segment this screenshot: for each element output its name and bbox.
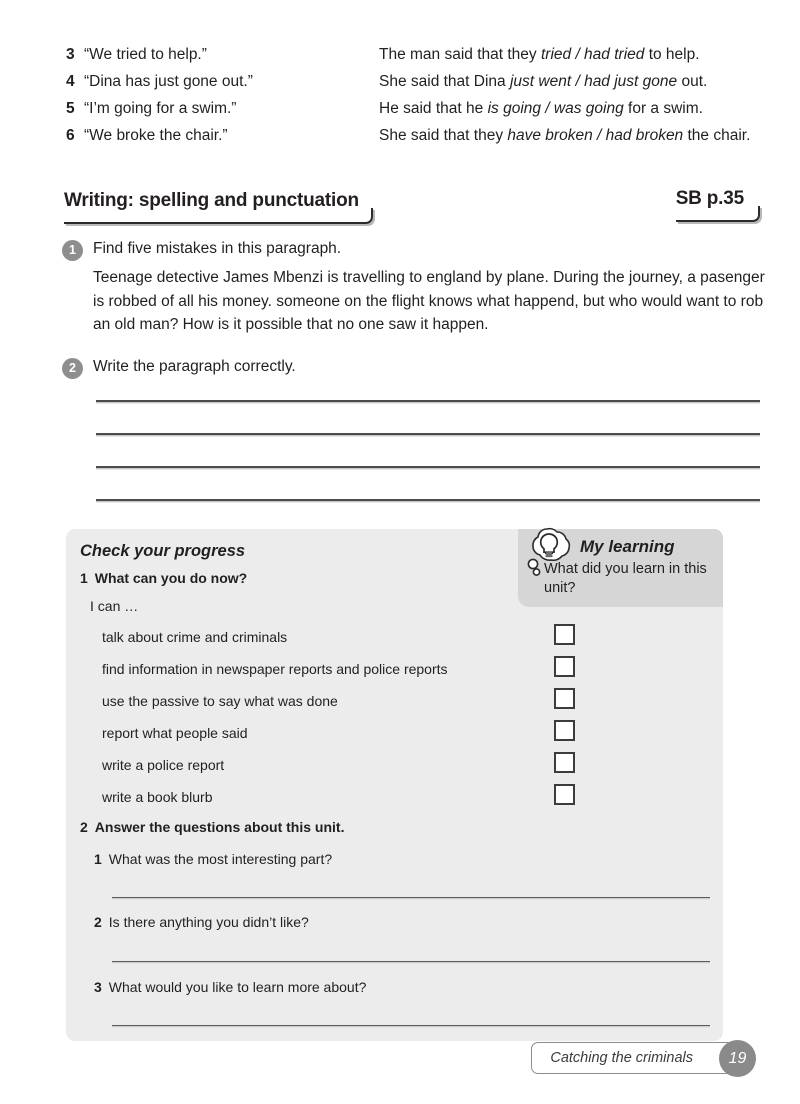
- sentence-prefix: He said that he: [379, 100, 488, 117]
- answer-line[interactable]: [112, 897, 710, 898]
- reported-speech-sentence: [379, 71, 766, 93]
- checkbox[interactable]: [554, 784, 575, 805]
- list-item: [102, 784, 710, 816]
- verb-options: tried / had tried: [540, 46, 645, 63]
- verb-options: have broken / had broken: [507, 127, 684, 144]
- list-item: [102, 688, 710, 720]
- checkbox[interactable]: [554, 624, 575, 645]
- question-number: 2: [80, 819, 88, 835]
- bracket-decoration: [64, 208, 373, 224]
- bracket-decoration: [676, 206, 760, 222]
- unit-title-tab: [531, 1042, 734, 1074]
- table-row: [66, 125, 766, 147]
- sub-question-2: [94, 914, 714, 930]
- progress-question-2: [80, 819, 344, 835]
- answer-line[interactable]: [112, 961, 710, 962]
- exercise-instruction: Find five mistakes in this paragraph.: [93, 240, 342, 257]
- exercise-content: [93, 356, 768, 378]
- sentence-prefix: She said that they: [379, 127, 508, 144]
- answer-line[interactable]: [112, 1025, 710, 1026]
- reported-speech-sentence: [379, 44, 766, 66]
- checklist-label: use the passive to say what was done: [102, 693, 338, 709]
- writing-lines: [96, 400, 760, 532]
- exercise-1: [62, 238, 768, 337]
- direct-speech-quote: “Dina has just gone out.”: [84, 73, 253, 90]
- sentence-suffix: out.: [677, 73, 708, 90]
- checklist-label: report what people said: [102, 725, 248, 741]
- item-number: 5: [66, 100, 75, 117]
- exercise-2: [62, 356, 768, 378]
- sentence-suffix: to help.: [644, 46, 700, 63]
- exercise-number-badge: 2: [62, 358, 83, 379]
- checkbox[interactable]: [554, 688, 575, 709]
- direct-speech-quote: “We broke the chair.”: [84, 127, 228, 144]
- reported-speech-sentence: [379, 98, 766, 120]
- verb-options: just went / had just gone: [509, 73, 678, 90]
- item-number: 4: [66, 73, 75, 90]
- direct-speech-quote: “I’m going for a swim.”: [84, 100, 237, 117]
- my-learning-prompt: What did you learn in this unit?: [544, 561, 707, 596]
- list-item: [102, 720, 710, 752]
- reported-speech-exercise: [66, 44, 766, 152]
- question-number: 1: [94, 851, 102, 867]
- writing-line[interactable]: [96, 433, 760, 435]
- item-number: 6: [66, 127, 75, 144]
- question-number: 2: [94, 914, 102, 930]
- question-text: What can you do now?: [94, 570, 248, 586]
- list-item: [102, 656, 710, 688]
- direct-speech-quote: “We tried to help.”: [84, 46, 207, 63]
- writing-line[interactable]: [96, 400, 760, 402]
- sentence-suffix: for a swim.: [623, 100, 703, 117]
- question-text: Is there anything you didn’t like?: [108, 914, 309, 930]
- exercise-number-badge: 1: [62, 240, 83, 261]
- list-item: [102, 752, 710, 784]
- exercise-paragraph: Teenage detective James Mbenzi is travelling to england by plane. During the journey, a pasenger is robbed of all his money. someone on the flight knows what happend, but who would want to rob an old man? How is it possible that no one saw it happen.: [93, 269, 765, 333]
- checkbox[interactable]: [554, 720, 575, 741]
- sentence-prefix: She said that Dina: [379, 73, 510, 90]
- checkbox[interactable]: [554, 752, 575, 773]
- exercise-instruction: Write the paragraph correctly.: [93, 358, 296, 375]
- verb-options: is going / was going: [487, 100, 624, 117]
- sentence-prefix: The man said that they: [379, 46, 541, 63]
- check-your-progress-panel: [66, 529, 723, 1041]
- question-number: 1: [80, 570, 88, 586]
- exercise-content: [93, 238, 768, 337]
- table-row: [66, 71, 766, 93]
- page-title: Writing: spelling and punctuation: [64, 190, 359, 211]
- reported-speech-sentence: [379, 125, 766, 147]
- section-header: [64, 190, 760, 224]
- question-text: Answer the questions about this unit.: [94, 819, 345, 835]
- question-text: What was the most interesting part?: [108, 851, 333, 867]
- unit-title: Catching the criminals: [550, 1050, 693, 1066]
- my-learning-title: My learning: [580, 537, 675, 556]
- checklist-label: write a police report: [102, 757, 225, 773]
- checkbox[interactable]: [554, 656, 575, 677]
- my-learning-box: [518, 529, 723, 607]
- progress-question-1: [80, 570, 247, 586]
- checklist-label: find information in newspaper reports and police reports: [102, 661, 448, 677]
- panel-title: Check your progress: [80, 542, 246, 560]
- question-text: What would you like to learn more about?: [108, 979, 367, 995]
- sb-reference-label: SB p.35: [675, 188, 744, 209]
- item-number: 3: [66, 46, 75, 63]
- checklist-label: write a book blurb: [102, 789, 213, 805]
- sentence-suffix: the chair.: [683, 127, 751, 144]
- section-title-box: [64, 190, 373, 218]
- page-number-badge: 19: [719, 1040, 756, 1077]
- question-number: 3: [94, 979, 102, 995]
- table-row: [66, 98, 766, 120]
- checklist-label: talk about crime and criminals: [102, 629, 288, 645]
- student-book-reference-tab: [676, 188, 760, 216]
- sub-question-3: [94, 979, 714, 995]
- i-can-label: I can …: [90, 598, 139, 614]
- writing-line[interactable]: [96, 466, 760, 468]
- can-do-checklist: [102, 624, 710, 816]
- sub-question-1: [94, 851, 714, 867]
- writing-line[interactable]: [96, 499, 760, 501]
- list-item: [102, 624, 710, 656]
- table-row: [66, 44, 766, 66]
